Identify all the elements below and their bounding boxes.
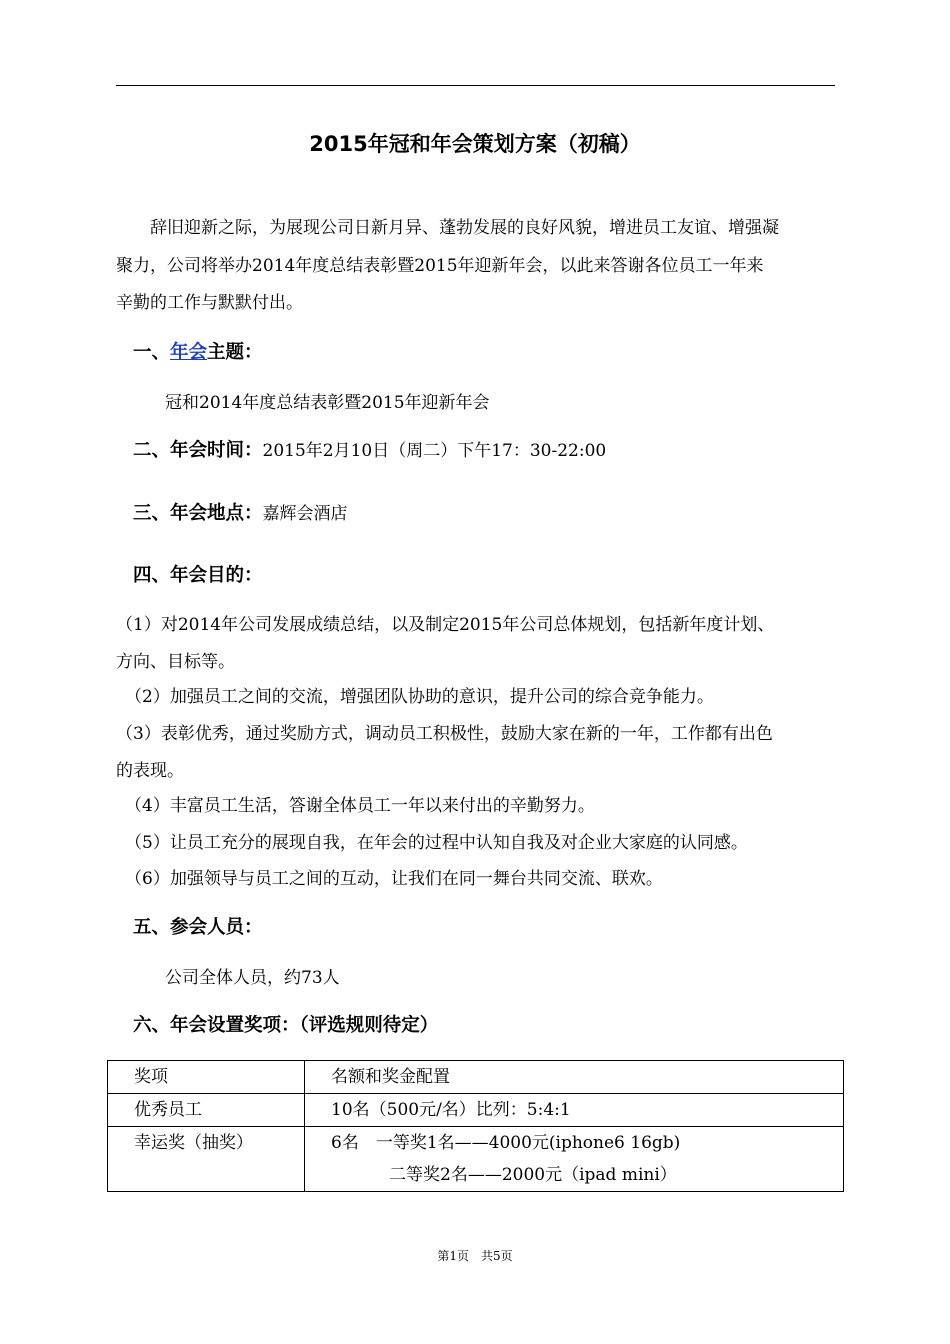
page-footer: 第1页 共5页 bbox=[437, 1249, 513, 1263]
purpose-item: （5）让员工充分的展现自我，在年会的过程中认知自我及对企业大家庭的认同感。 bbox=[125, 833, 748, 853]
section-1-body: 冠和2014年度总结表彰暨2015年迎新年会 bbox=[165, 393, 490, 413]
purpose-item: （3）表彰优秀，通过奖励方式，调动员工积极性，鼓励大家在新的一年，工作都有出色 bbox=[116, 724, 773, 744]
section-3-heading bbox=[133, 503, 348, 525]
document-title: 2015年冠和年会策划方案（初稿） bbox=[309, 132, 641, 156]
purpose-item: （6）加强领导与员工之间的互动，让我们在同一舞台共同交流、联欢。 bbox=[125, 869, 663, 889]
section-5-body: 公司全体人员，约73人 bbox=[165, 968, 340, 988]
annual-meeting-link[interactable]: 年会 bbox=[170, 342, 208, 363]
section-2-heading bbox=[133, 440, 606, 462]
section-3-value: 嘉辉会酒店 bbox=[262, 504, 348, 524]
section-2-label: 二、年会时间： bbox=[133, 440, 263, 461]
purpose-item: 的表现。 bbox=[116, 761, 184, 781]
table-header-cell: 奖项 bbox=[108, 1061, 305, 1094]
header-rule bbox=[116, 85, 835, 86]
intro-line-2: 聚力，公司将举办2014年度总结表彰暨2015年迎新年会，以此来答谢各位员工一年来 bbox=[116, 256, 764, 276]
awards-table bbox=[107, 1060, 844, 1192]
table-cell: 幸运奖（抽奖） bbox=[108, 1127, 305, 1192]
purpose-item: （1）对2014年公司发展成绩总结，以及制定2015年公司总体规划，包括新年度计划、 bbox=[116, 615, 775, 635]
section-3-label: 三、年会地点： bbox=[133, 503, 263, 524]
table-row bbox=[108, 1127, 844, 1192]
table-cell: 优秀员工 bbox=[108, 1094, 305, 1127]
section-1-prefix: 一、 bbox=[133, 342, 171, 363]
lucky-prize-line-1: 6名 一等奖1名——4000元(iphone6 16gb) bbox=[331, 1133, 681, 1153]
section-5-heading: 五、参会人员： bbox=[133, 917, 263, 938]
purpose-item: （2）加强员工之间的交流，增强团队协助的意识，提升公司的综合竞争能力。 bbox=[125, 687, 714, 707]
lucky-prize-line-2: 二等奖2名——2000元（ipad mini） bbox=[389, 1165, 677, 1185]
table-cell: 10名（500元/名）比列：5:4:1 bbox=[305, 1094, 844, 1127]
purpose-item: （4）丰富员工生活，答谢全体员工一年以来付出的辛勤努力。 bbox=[125, 796, 595, 816]
table-row bbox=[108, 1094, 844, 1127]
purpose-item: 方向、目标等。 bbox=[116, 652, 235, 672]
intro-line-3: 辛勤的工作与默默付出。 bbox=[116, 293, 303, 313]
section-2-value: 2015年2月10日（周二）下午17：30-22:00 bbox=[262, 441, 607, 461]
section-4-heading: 四、年会目的： bbox=[133, 565, 263, 586]
section-6-heading: 六、年会设置奖项：（评选规则待定） bbox=[133, 1015, 439, 1036]
table-row bbox=[108, 1061, 844, 1094]
section-1-suffix: 主题： bbox=[207, 342, 263, 363]
section-1-heading bbox=[133, 342, 263, 364]
table-header-cell: 名额和奖金配置 bbox=[305, 1061, 844, 1094]
table-cell bbox=[305, 1127, 844, 1192]
intro-line-1: 辞旧迎新之际，为展现公司日新月异、蓬勃发展的良好风貌，增进员工友谊、增强凝 bbox=[150, 218, 779, 238]
